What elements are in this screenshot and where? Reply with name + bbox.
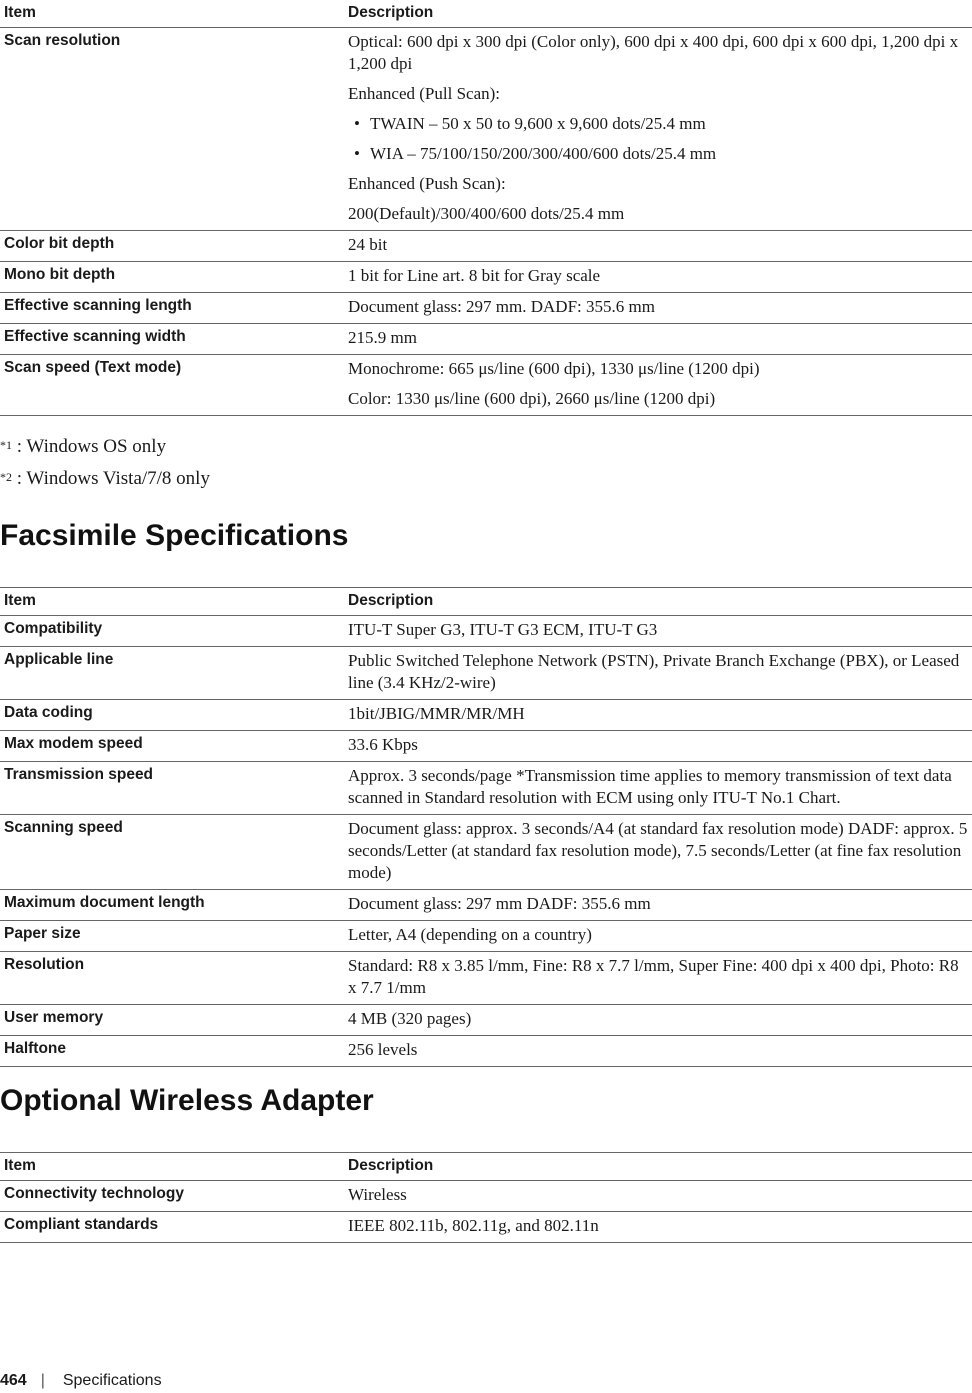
scan-speed-color: Color: 1330 μs/line (600 dpi), 2660 μs/line (1200 dpi) [348,389,716,408]
table-row [0,355,972,416]
row-description: Document glass: 297 mm. DADF: 355.6 mm [348,297,655,316]
row-item: Compliant standards [4,1216,159,1233]
column-header-description: Description [348,592,434,609]
table-row [0,231,972,262]
push-scan-label: Enhanced (Push Scan): [348,174,506,193]
row-item: Max modem speed [4,735,143,752]
row-description: 33.6 Kbps [348,735,418,754]
bullet-text: WIA – 75/100/150/200/300/400/600 dots/25.4 mm [370,144,717,163]
facsimile-spec-table [0,587,972,1067]
row-description: Wireless [348,1185,407,1204]
row-item: Scanning speed [4,819,123,836]
footer-separator: | [40,1372,45,1389]
row-item: Transmission speed [4,766,154,783]
row-item: Mono bit depth [4,266,116,283]
table-row [0,1036,972,1067]
scan-speed-mono: Monochrome: 665 μs/line (600 dpi), 1330 μs/line (1200 dpi) [348,359,760,378]
pull-scan-label: Enhanced (Pull Scan): [348,84,501,103]
row-description [340,28,972,231]
table-row [0,952,972,1005]
table-row [0,324,972,355]
row-item: Scan resolution [4,32,121,49]
footnote-mark: *1 [0,438,12,452]
table-row [0,1005,972,1036]
footnote-text: : Windows OS only [12,436,167,457]
table-header-row [0,588,972,616]
row-description: Letter, A4 (depending on a country) [348,925,592,944]
column-header-description: Description [348,1157,434,1174]
footnote-text: : Windows Vista/7/8 only [12,468,210,489]
page-number: 464 [0,1372,27,1389]
row-description: 4 MB (320 pages) [348,1009,472,1028]
row-description [340,355,972,416]
scan-spec-table [0,0,972,416]
row-description: Document glass: 297 mm DADF: 355.6 mm [348,894,651,913]
section-title-wireless: Optional Wireless Adapter [0,1084,374,1117]
row-description: 215.9 mm [348,328,417,347]
list-item [348,113,968,135]
row-description: IEEE 802.11b, 802.11g, and 802.11n [348,1216,599,1235]
row-item: Color bit depth [4,235,115,252]
column-header-item: Item [4,592,36,609]
row-description: ITU-T Super G3, ITU-T G3 ECM, ITU-T G3 [348,620,658,639]
row-item: Halftone [4,1040,66,1057]
table-row [0,293,972,324]
table-header-row [0,0,972,28]
table-row [0,1181,972,1212]
row-description: 256 levels [348,1040,418,1059]
column-header-description: Description [348,4,434,21]
bullet-icon: • [354,144,360,163]
column-header-item: Item [4,1157,36,1174]
footnote-1 [0,435,166,459]
page-footer [0,1371,162,1391]
table-row [0,28,972,231]
table-row [0,647,972,700]
row-item: Effective scanning length [4,297,192,314]
row-item: Applicable line [4,651,114,668]
row-description: Document glass: approx. 3 seconds/A4 (at standard fax resolution mode) DADF: approx. 5 seconds/Letter (at standard fax resolution mode), 7.5 seconds/Letter (at fine fax resolution mode) [348,819,968,882]
footer-section-name: Specifications [62,1372,162,1389]
table-row [0,616,972,647]
table-row [0,1212,972,1243]
row-item: Resolution [4,956,85,973]
optical-resolution-text: Optical: 600 dpi x 300 dpi (Color only), 600 dpi x 400 dpi, 600 dpi x 600 dpi, 1,200 dpi x 1,200 dpi [348,32,959,73]
footnote-2 [0,467,210,491]
table-row [0,762,972,815]
row-item: Data coding [4,704,93,721]
row-description: Public Switched Telephone Network (PSTN), Private Branch Exchange (PBX), or Leased line (3.4 KHz/2-wire) [348,651,960,692]
row-description: 1bit/JBIG/MMR/MR/MH [348,704,525,723]
row-item: User memory [4,1009,104,1026]
row-description: Standard: R8 x 3.85 l/mm, Fine: R8 x 7.7 l/mm, Super Fine: 400 dpi x 400 dpi, Photo: R8 x 7.7 1/mm [348,956,959,997]
row-item: Maximum document length [4,894,205,911]
table-row [0,890,972,921]
row-item: Effective scanning width [4,328,186,345]
bullet-text: TWAIN – 50 x 50 to 9,600 x 9,600 dots/25.4 mm [370,114,706,133]
row-description: Approx. 3 seconds/page *Transmission time applies to memory transmission of text data scanned in Standard resolution with ECM using only ITU-T No.1 Chart. [348,766,952,807]
row-item: Connectivity technology [4,1185,184,1202]
wireless-spec-table [0,1152,972,1243]
column-header-item: Item [4,4,36,21]
table-row [0,700,972,731]
table-row [0,815,972,890]
bullet-icon: • [354,114,360,133]
row-description: 1 bit for Line art. 8 bit for Gray scale [348,266,601,285]
row-item: Paper size [4,925,81,942]
section-title-facsimile: Facsimile Specifications [0,519,349,552]
footnote-mark: *2 [0,470,12,484]
row-item: Compatibility [4,620,103,637]
table-row [0,921,972,952]
row-description: 24 bit [348,235,388,254]
table-header-row [0,1153,972,1181]
table-row [0,731,972,762]
push-scan-value: 200(Default)/300/400/600 dots/25.4 mm [348,204,625,223]
row-item: Scan speed (Text mode) [4,359,182,376]
table-row [0,262,972,293]
list-item [348,143,968,165]
